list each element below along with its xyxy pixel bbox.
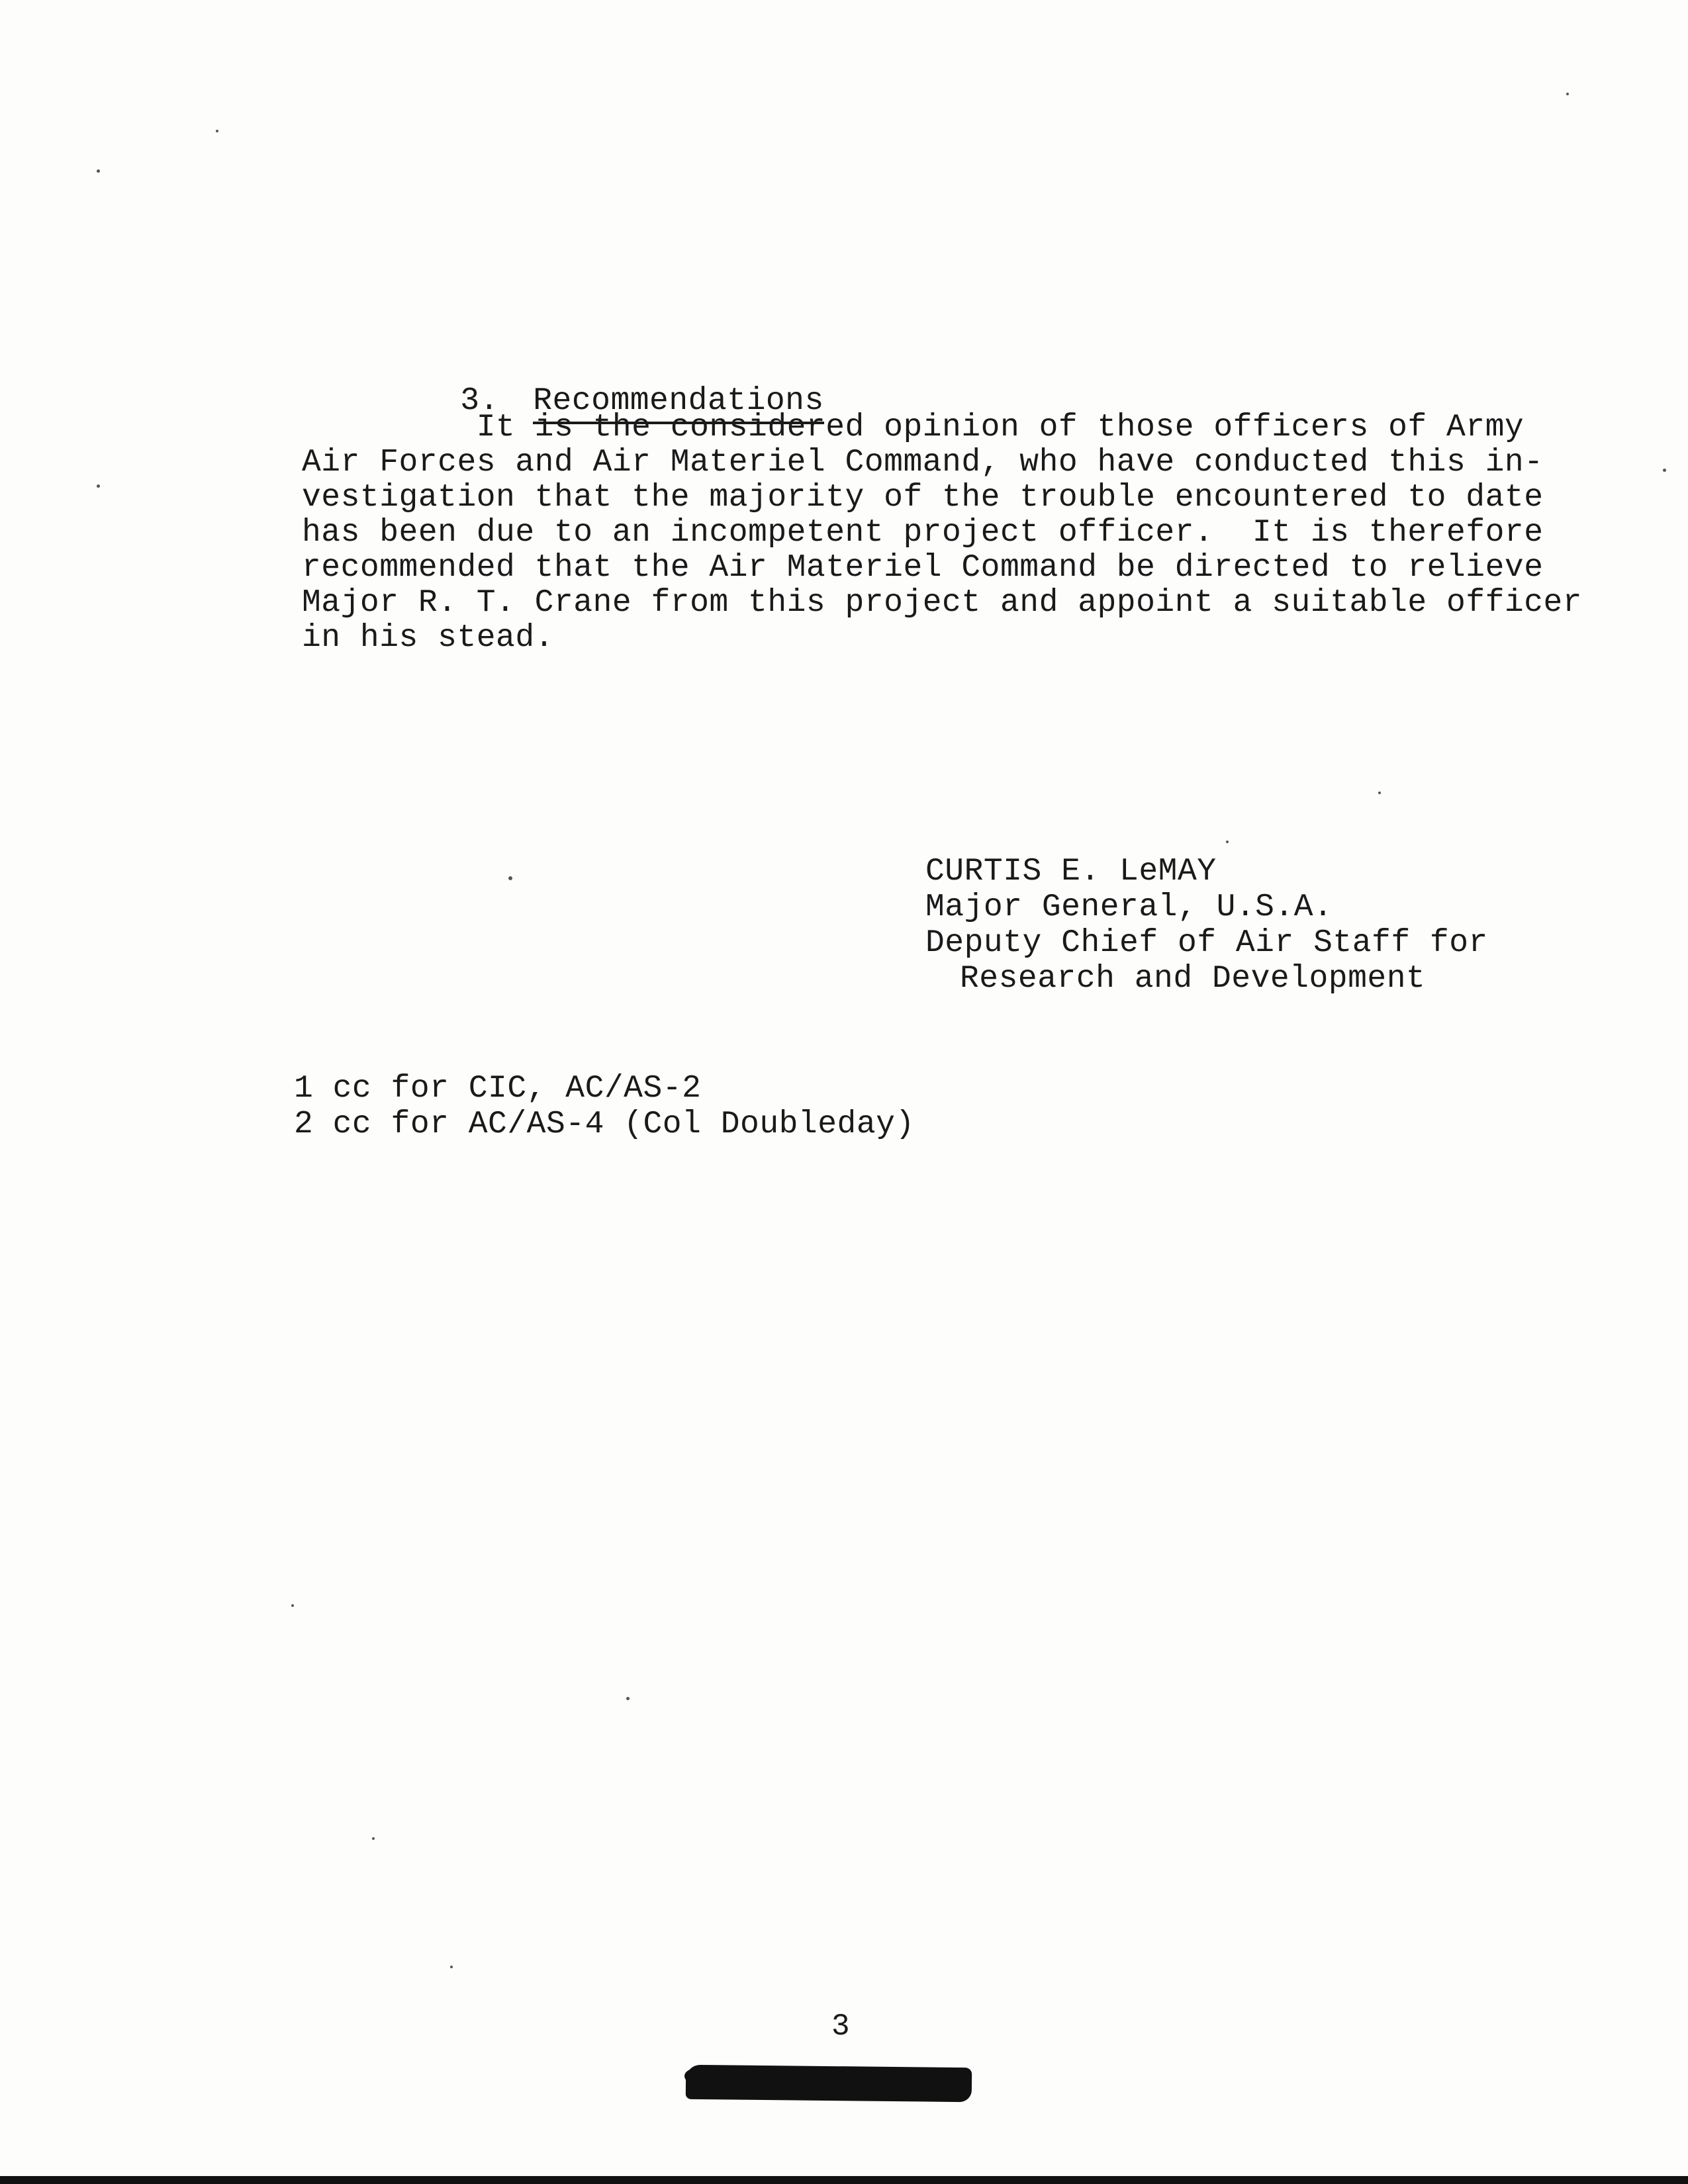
paragraph-line: in his stead. [302,620,554,656]
section-title: Recommendations [533,383,824,424]
paragraph-line: recommended that the Air Materiel Command be directed to relieve [302,550,1544,586]
scan-speck [1226,841,1229,843]
distribution-list [294,1071,915,1142]
paragraph-line: vestigation that the majority of the trouble encountered to date [302,480,1544,516]
distribution-line: 2 cc for AC/AS-4 (Col Doubleday) [294,1107,915,1142]
signature-block [925,854,1488,997]
scan-speck [1663,469,1666,472]
scan-speck [626,1697,630,1700]
scan-speck [508,876,512,880]
scan-edge [0,2176,1688,2184]
signer-name: CURTIS E. LeMAY [925,854,1217,889]
signer-title-continued: Research and Development [960,961,1426,997]
scan-speck [291,1604,294,1607]
scan-speck [372,1837,375,1840]
signer-title: Deputy Chief of Air Staff for [925,925,1488,961]
page-number: 3 [831,2009,850,2044]
paragraph-line: It is the considered opinion of those officers of Army [302,410,1524,445]
recommendation-paragraph [302,410,1583,656]
paragraph-line: Major R. T. Crane from this project and appoint a suitable officer [302,585,1583,621]
scan-speck [1378,792,1381,794]
redaction-mark [686,2065,972,2103]
scan-speck [97,169,100,173]
section-number: 3. [460,383,499,419]
scan-speck [1566,93,1569,95]
scan-speck [97,484,100,488]
signer-rank: Major General, U.S.A. [925,889,1333,925]
distribution-line: 1 cc for CIC, AC/AS-2 [294,1071,702,1107]
scan-speck [450,1966,453,1968]
paragraph-line: has been due to an incompetent project officer. It is therefore [302,515,1544,551]
paragraph-line: Air Forces and Air Materiel Command, who have conducted this in- [302,445,1544,480]
scan-speck [216,130,218,132]
